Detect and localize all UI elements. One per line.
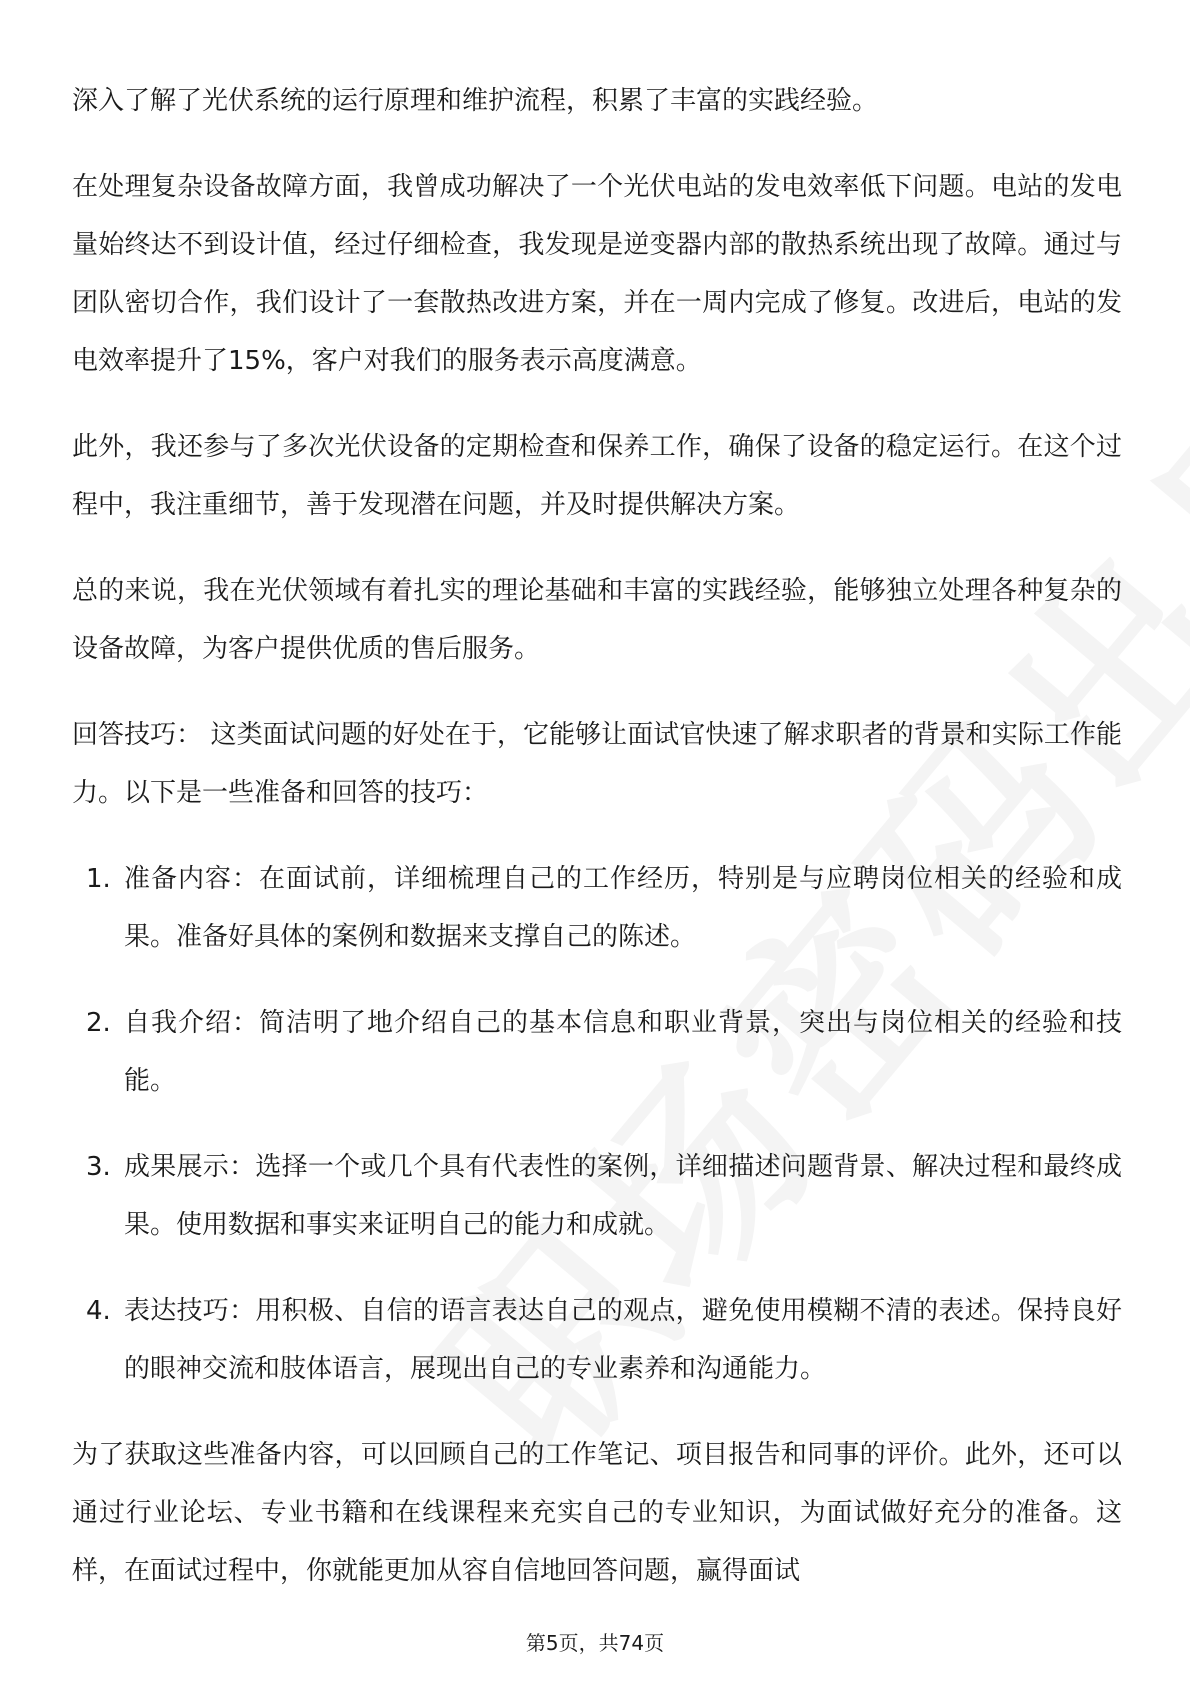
paragraph-maintenance: 此外，我还参与了多次光伏设备的定期检查和保养工作，确保了设备的稳定运行。在这个过程中，我注重细节，善于发现潜在问题，并及时提供解决方案。: [72, 432, 1122, 520]
list-text: 准备内容：在面试前，详细梳理自己的工作经历，特别是与应聘岗位相关的经验和成果。准备好具体的案例和数据来支撑自己的陈述。: [124, 864, 1122, 952]
list-text: 成果展示：选择一个或几个具有代表性的案例，详细描述问题背景、解决过程和最终成果。使用数据和事实来证明自己的能力和成就。: [124, 1152, 1122, 1240]
list-item: [72, 1138, 1122, 1254]
list-number: 4.: [86, 1296, 111, 1326]
list-number: 1.: [86, 864, 111, 894]
paragraph-intro-end: 深入了解了光伏系统的运行原理和维护流程，积累了丰富的实践经验。: [72, 86, 879, 116]
list-item: [72, 1282, 1122, 1398]
list-number: 3.: [86, 1152, 111, 1182]
paragraph-fault-case: 在处理复杂设备故障方面，我曾成功解决了一个光伏电站的发电效率低下问题。电站的发电量始终达不到设计值，经过仔细检查，我发现是逆变器内部的散热系统出现了故障。通过与团队密切合作，我们设计了一套散热改进方案，并在一周内完成了修复。改进后，电站的发电效率提升了15%，客户对我们的服务表示高度满意。: [72, 172, 1122, 376]
paragraph-summary: 总的来说，我在光伏领域有着扎实的理论基础和丰富的实践经验，能够独立处理各种复杂的设备故障，为客户提供优质的售后服务。: [72, 576, 1122, 664]
page-number-footer: 第5页，共74页: [525, 1631, 665, 1655]
paragraph-answer-tips: 回答技巧： 这类面试问题的好处在于，它能够让面试官快速了解求职者的背景和实际工作能力。以下是一些准备和回答的技巧：: [72, 720, 1122, 808]
tips-list: [72, 850, 1122, 1398]
list-item: [72, 994, 1122, 1110]
list-text: 自我介绍：简洁明了地介绍自己的基本信息和职业背景，突出与岗位相关的经验和技能。: [124, 1008, 1122, 1096]
list-text: 表达技巧：用积极、自信的语言表达自己的观点，避免使用模糊不清的表述。保持良好的眼神交流和肢体语言，展现出自己的专业素养和沟通能力。: [124, 1296, 1122, 1384]
document-body: [72, 72, 1122, 1628]
list-item: [72, 850, 1122, 966]
paragraph-preparation: 为了获取这些准备内容，可以回顾自己的工作笔记、项目报告和同事的评价。此外，还可以通过行业论坛、专业书籍和在线课程来充实自己的专业知识，为面试做好充分的准备。这样，在面试过程中，你就能更加从容自信地回答问题，赢得面试: [72, 1440, 1122, 1586]
list-number: 2.: [86, 1008, 111, 1038]
